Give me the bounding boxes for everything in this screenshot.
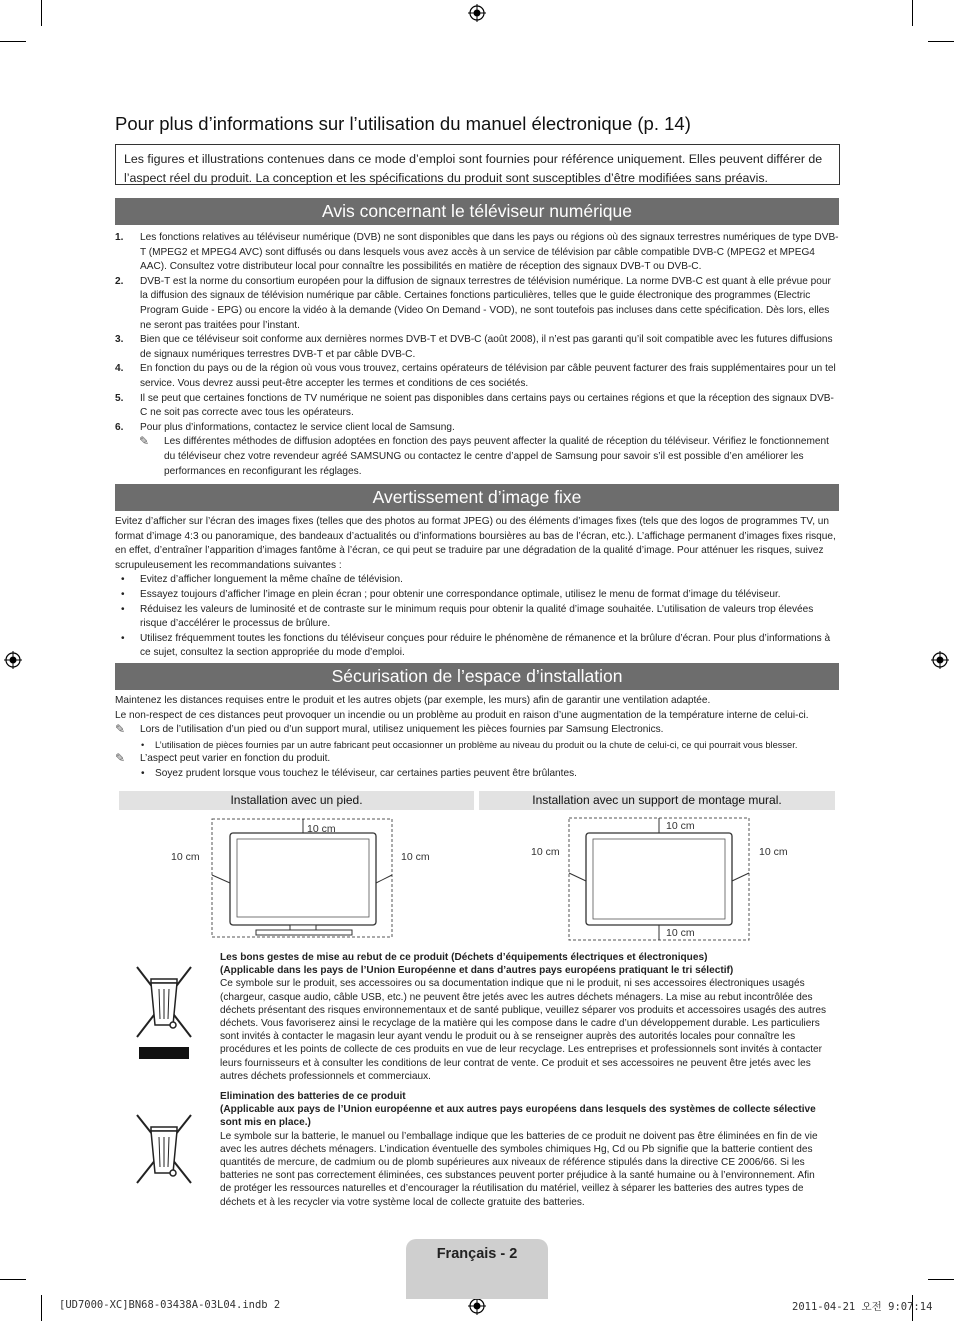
- weee-title1: Les bons gestes de mise au rebut de ce produit (Déchets d’équipements électriques et électroniques): [220, 952, 708, 963]
- section-heading-installation: Sécurisation de l’espace d’installation: [115, 663, 839, 690]
- list-item: 5. Il se peut que certaines fonctions de TV numérique ne soient pas disponibles dans certains pays ou certaines régions et que la réception des signaux DVB-C ne soit pas correcte avec tous les opérateurs.: [115, 392, 834, 419]
- battery-title1: Elimination des batteries de ce produit: [220, 1091, 406, 1102]
- list-item: • Evitez d’afficher longuement la même chaîne de télévision.: [121, 574, 403, 586]
- list-item: • L’utilisation de pièces fournies par un autre fabricant peut occasionner un problème au niveau du produit ou la chute de celui-ci, ce qui pourrait vous blesser.: [141, 739, 798, 750]
- crossed-bin-icon: [133, 965, 195, 1060]
- dimension-label: 10 cm: [666, 820, 695, 832]
- still-image-section: [115, 515, 839, 661]
- digital-tv-list: [115, 231, 839, 479]
- pencil-note-icon: ✎: [139, 434, 150, 449]
- dimension-label: 10 cm: [666, 927, 695, 939]
- still-image-intro: Evitez d’afficher sur l’écran des images fixes (telles que des photos au format JPEG) ou des éléments d’images fixes (tels que des logos de programmes TV, un format d’image 4:3 ou panoramique, des bandeaux d’actualités ou d’informations boursières au bas de l’écran, etc.). L’affichage permanent d’images fixes risque, en effet, d’entraîner l’apparition d’images fantôme à l’écran, ce qui peut se traduire par une dégradation de la qualité d’image. Pour atténuer les risques, suivez scrupuleusement les recommandations suivantes :: [115, 516, 836, 571]
- installation-line2: Le non-respect de ces distances peut provoquer un incendie ou un problème au produit en raison d’une augmentation de la température interne de celui-ci.: [115, 709, 809, 721]
- crossed-bin-icon: [133, 1113, 195, 1185]
- crop-mark: [41, 0, 42, 26]
- note: ✎ Lors de l’utilisation d’un pied ou d’un support mural, utilisez uniquement les pièces fournies par Samsung Electronics.: [115, 722, 664, 737]
- pencil-note-icon: ✎: [115, 751, 126, 766]
- note: ✎ Les différentes méthodes de diffusion adoptées en fonction des pays peuvent affecter la qualité de réception du téléviseur. Vérifiez le fonctionnement du téléviseur chez votre revendeur agréé SAMSUNG ou contactez le centre d’appel de Samsung pour savoir s’il est possible d’en améliorer les performances en reconfigurant les réglages.: [139, 434, 829, 477]
- battery-text: [220, 1090, 820, 1209]
- pencil-note-icon: ✎: [115, 722, 126, 737]
- weee-title2: (Applicable dans les pays de l’Union Européenne et dans d’autres pays européens pratiquant le tri sélectif): [220, 965, 734, 977]
- stand-installation-diagram: [160, 815, 450, 940]
- crop-mark: [912, 0, 913, 26]
- crop-mark: [928, 1279, 954, 1280]
- list-item: 4. En fonction du pays ou de la région où vous vous trouvez, certains opérateurs de télévision par câble peuvent facturer des frais supplémentaires pour un tel service. Vous devrez aussi peut-être accepter les termes et conditions de ces sociétés.: [115, 363, 836, 389]
- weee-body: Ce symbole sur le produit, ses accessoires ou sa documentation indique que ni le produit, ni ses accessoires électroniques usagés (chargeur, casque audio, câble USB, etc.) ne peuvent être jetés avec les autres déchets ménagers. La mise au rebut incontrôlée des déchets présentant des risques environnementaux et de santé publique, veuillez séparer vos produits et accessoires usagés des autres déchets. Vous favoriserez ainsi le recyclage de la matière qui les compose dans le cadre d’un développement durable. Les particuliers sont invités à contacter le magasin leur ayant vendu le produit ou à se renseigner auprès des autorités locales pour connaître les procédures et les points de collecte de ces produits en vue de leur recyclage. Les entreprises et professionnels sont invités à contacter leurs fournisseurs et à consulter les conditions de leur contrat de vente. Ce produit et ses accessoires ne peuvent être jetés avec les autres déchets professionnels et commerciaux.: [220, 978, 826, 1082]
- registration-mark-icon: [4, 651, 22, 669]
- wall-installation-diagram: [520, 815, 810, 943]
- crop-mark: [41, 1295, 42, 1321]
- weee-text: [220, 951, 835, 1083]
- list-item: 2. DVB-T est la norme du consortium européen pour la diffusion de signaux terrestres de télévision numérique. La norme DVB-C est quant à elle prévue pour la diffusion des signaux de télévision numérique par câble. Certaines fonctions particulières, telles que le guide électronique des programmes (Electric Program Guide - EPG) ou encore la vidéo à la demande (Video On Demand - VOD), ne sont toutefois pas incluses dans cette spécification. Dès lors, elles ne seront pas traitées pour l’instant.: [115, 275, 831, 331]
- registration-mark-icon: [468, 4, 486, 22]
- list-item: • Réduisez les valeurs de luminosité et de contraste sur le minimum requis pour obtenir la qualité d’image souhaitée. L’utilisation de valeurs trop élevées risque d’accélérer le processus de brûlure.: [121, 603, 814, 630]
- installation-line1: Maintenez les distances requises entre le produit et les autres objets (par exemple, les murs) afin de garantir une ventilation adaptée.: [115, 695, 711, 706]
- dimension-label: 10 cm: [759, 846, 788, 858]
- list-item: • Essayez toujours d’afficher l’image en plein écran ; pour obtenir une correspondance optimale, utilisez le menu de format d’image du téléviseur.: [121, 588, 781, 600]
- list-item: 3. Bien que ce téléviseur soit conforme aux dernières normes DVB-T et DVB-C (août 2008), il n’est pas garanti qu’il soit compatible avec les futures diffusions de signaux numériques terrestres DVB-T et par câble DVB-C.: [115, 334, 833, 360]
- list-item: • Soyez prudent lorsque vous touchez le téléviseur, car certaines parties peuvent être brûlantes.: [141, 767, 577, 779]
- battery-title2: (Applicable aux pays de l’Union européenne et aux autres pays européens dans lesquels des systèmes de collecte sélective sont mis en place.): [220, 1104, 816, 1129]
- caption-stand: Installation avec un pied.: [119, 791, 474, 810]
- page-number: Français - 2: [436, 1246, 518, 1262]
- list-item: 1. Les fonctions relatives au téléviseur numérique (DVB) ne sont disponibles que dans les pays ou régions où des signaux terrestres numériques de type DVB-T (MPEG2 et MPEG4 AVC) sont diffusés ou dans lesquels vous avez accès à un service de télévision par câble compatible DVB-C (MPEG2 et MPEG4 AAC). Consultez votre distributeur local pour connaître les possibilités en matière de réception des signaux DVB-T ou DVB-C.: [115, 232, 839, 273]
- installation-section: [115, 694, 839, 782]
- battery-body: Le symbole sur la batterie, le manuel ou l’emballage indique que les batteries de ce produit ne doivent pas être éliminées en fin de vie avec les autres déchets ménagers. L’indication éventuelle des symboles chimiques Hg, Cd ou Pb signifie que la batterie contient des quantités de mercure, de cadmium ou de plomb supérieures aux niveaux de référence stipulés dans la directive CE 2006/66. Si les batteries ne sont pas correctement éliminées, ces substances peuvent porter préjudice à la santé humaine ou à l’environnement. Afin de protéger les ressources naturelles et d’encourager la réutilisation du matériel, veillez à séparer les batteries des autres types de déchets et à les recycler via votre système local de collecte gratuite des batteries.: [220, 1130, 818, 1208]
- dimension-label: 10 cm: [307, 823, 336, 835]
- page-title: Pour plus d’informations sur l’utilisation du manuel électronique (p. 14): [115, 113, 691, 134]
- crop-mark: [928, 41, 954, 42]
- dimension-label: 10 cm: [171, 851, 200, 863]
- note: ✎ L’aspect peut varier en fonction du produit.: [115, 751, 331, 766]
- disclaimer-box: Les figures et illustrations contenues dans ce mode d’emploi sont fournies pour référence uniquement. Elles peuvent différer de l’aspect réel du produit. La conception et les spécifications du produit sont susceptibles d’être modifiées sans préavis.: [115, 144, 840, 185]
- dimension-label: 10 cm: [531, 846, 560, 858]
- registration-mark-icon: [468, 1297, 486, 1315]
- section-heading-still-image: Avertissement d’image fixe: [115, 484, 839, 511]
- slug-left: [UD7000-XC]BN68-03438A-03L04.indb 2: [59, 1299, 281, 1311]
- list-item: 6. Pour plus d’informations, contactez le service client local de Samsung.: [115, 421, 455, 433]
- registration-mark-icon: [931, 651, 949, 669]
- crop-mark: [0, 41, 26, 42]
- section-heading-digital-tv: Avis concernant le téléviseur numérique: [115, 198, 839, 225]
- dimension-label: 10 cm: [401, 851, 430, 863]
- caption-wall: Installation avec un support de montage mural.: [479, 791, 835, 810]
- list-item: • Utilisez fréquemment toutes les fonctions du téléviseur conçues pour réduire le phénomène de rémanence et la brûlure d’écran. Pour plus d’informations à ce sujet, consultez la section appropriée du mode d’emploi.: [121, 632, 831, 659]
- slug-right: 2011-04-21 오전 9:07:14: [792, 1301, 933, 1313]
- crop-mark: [0, 1279, 26, 1280]
